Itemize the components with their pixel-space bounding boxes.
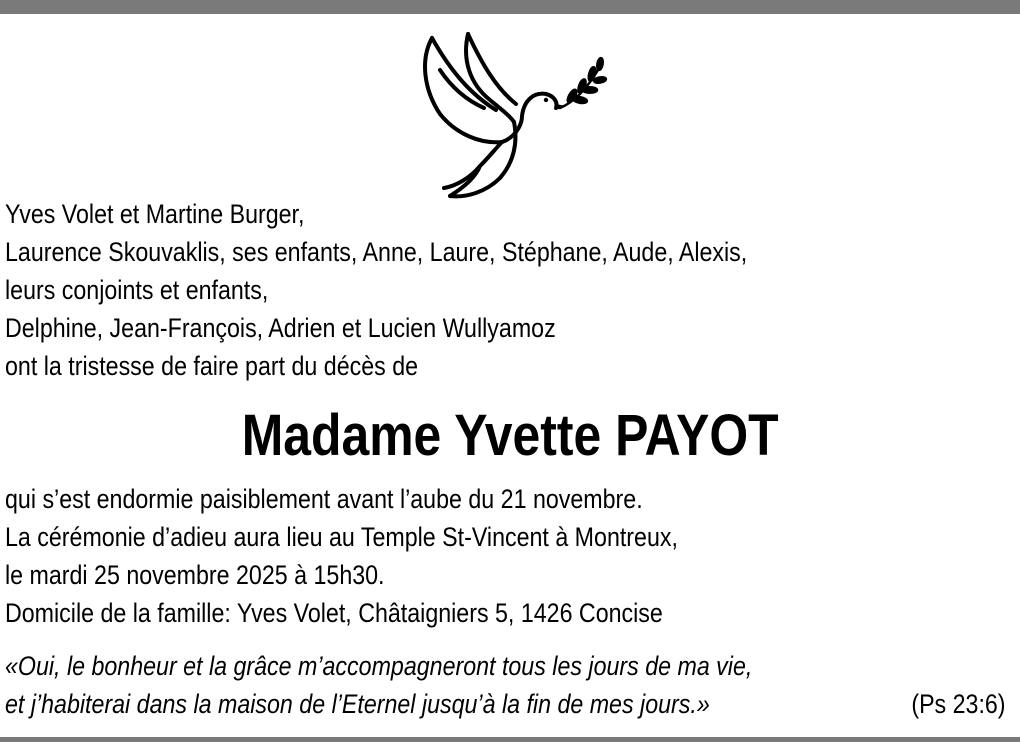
intro-line: Delphine, Jean-François, Adrien et Lucien Wullyamoz <box>5 313 556 343</box>
detail-line: qui s’est endormie paisiblement avant l’aube du 21 novembre. <box>5 484 643 514</box>
intro-line: leurs conjoints et enfants, <box>5 275 269 305</box>
deceased-name-text: Madame Yvette PAYOT <box>241 403 779 468</box>
announcement-details <box>5 480 1015 632</box>
quote-reference: (Ps 23:6) <box>911 689 1006 719</box>
announcement-intro <box>5 195 1015 385</box>
deceased-name <box>0 400 1020 472</box>
intro-line: Laurence Skouvaklis, ses enfants, Anne, Laure, Stéphane, Aude, Alexis, <box>5 237 748 267</box>
detail-line: La cérémonie d’adieu aura lieu au Temple St-Vincent à Montreux, <box>5 522 678 552</box>
detail-line: Domicile de la famille: Yves Volet, Châtaigniers 5, 1426 Concise <box>5 598 663 628</box>
top-border <box>0 0 1020 14</box>
dove-with-olive-branch-icon <box>410 30 610 202</box>
psalm-quote <box>5 647 1015 723</box>
bottom-border <box>0 737 1020 742</box>
detail-line: le mardi 25 novembre 2025 à 15h30. <box>5 560 385 590</box>
quote-line: et j’habiterai dans la maison de l’Eternel jusqu’à la fin de mes jours.» <box>5 689 710 719</box>
quote-line: «Oui, le bonheur et la grâce m’accompagneront tous les jours de ma vie, <box>5 651 753 681</box>
intro-line: Yves Volet et Martine Burger, <box>5 199 305 229</box>
intro-line: ont la tristesse de faire part du décès de <box>5 351 419 381</box>
